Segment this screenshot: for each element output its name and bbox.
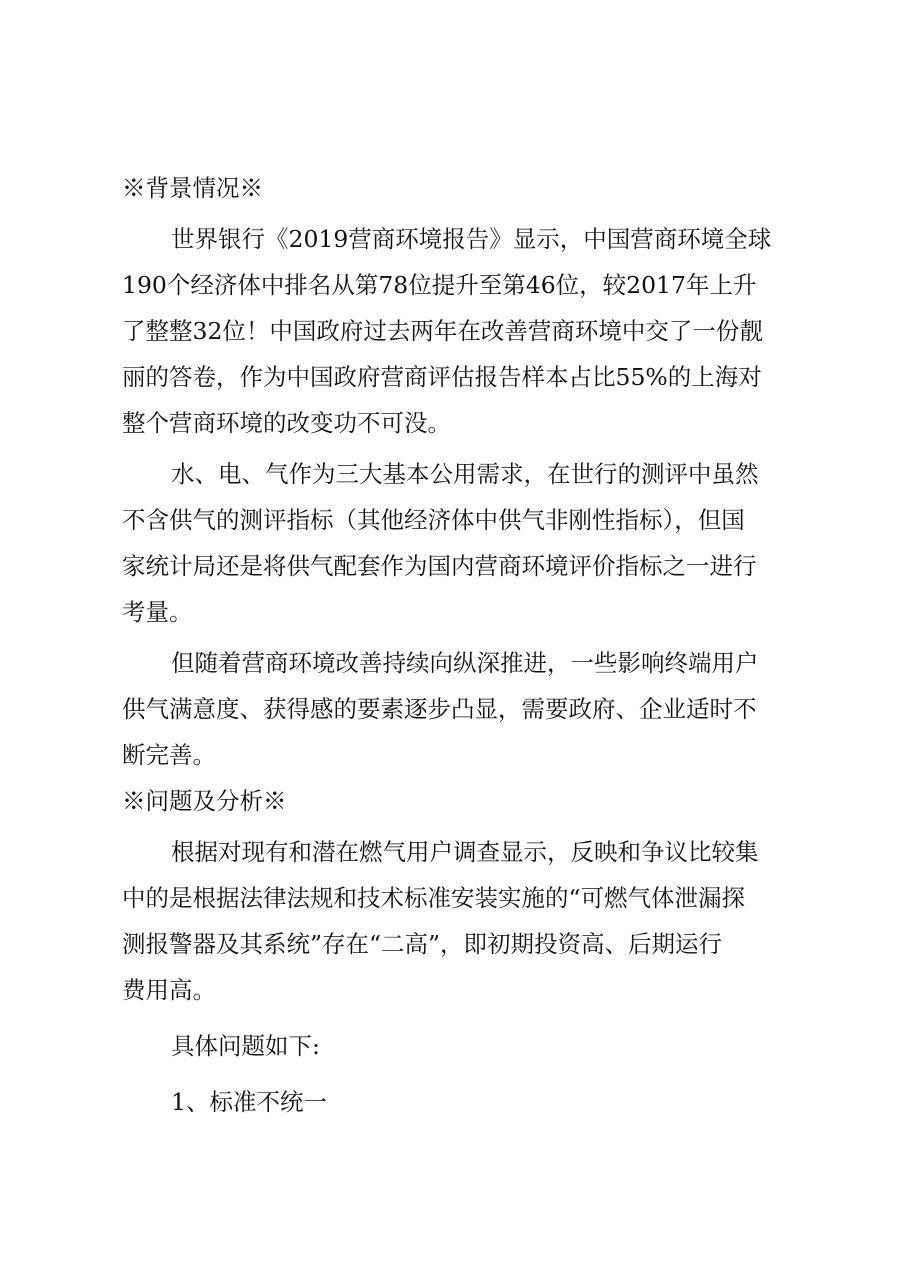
paragraph-survey (122, 829, 790, 1013)
paragraph-line: 整个营商环境的改变功不可没。 (122, 409, 451, 437)
paragraph-line: 不含供气的测评指标（其他经济体中供气非刚性指标），但国 (122, 506, 745, 534)
paragraph-line: 根据对现有和潜在燃气用户调查显示，反映和争议比较集 (171, 838, 759, 866)
section-heading-background: ※背景情况※ (122, 174, 263, 202)
paragraph-line: 测报警器及其系统”存在“二高”，即初期投资高、后期运行 (122, 930, 723, 958)
list-item-standards: 1、标准不统一 (171, 1088, 327, 1116)
paragraph-line: 断完善。 (122, 741, 216, 769)
paragraph-line: 考量。 (122, 598, 193, 626)
paragraph-line: 了整整32位！中国政府过去两年在改善营商环境中交了一份靓 (122, 317, 763, 345)
paragraph-line: 丽的答卷，作为中国政府营商评估报告样本占比55%的上海对 (122, 363, 762, 391)
document-body (122, 165, 790, 1125)
paragraph-line: 费用高。 (122, 976, 216, 1004)
paragraph-line: 水、电、气作为三大基本公用需求，在世行的测评中虽然 (171, 460, 759, 488)
paragraph-satisfaction (122, 640, 790, 778)
paragraph-issues-intro: 具体问题如下: (171, 1032, 320, 1060)
paragraph-line: 供气满意度、获得感的要素逐步凸显，需要政府、企业适时不 (122, 695, 757, 723)
paragraph-utilities (122, 451, 790, 635)
paragraph-line: 家统计局还是将供气配套作为国内营商环境评价指标之一进行 (122, 552, 757, 580)
paragraph-line: 190个经济体中排名从第78位提升至第46位，较2017年上升 (122, 271, 757, 299)
paragraph-line: 但随着营商环境改善持续向纵深推进，一些影响终端用户 (171, 649, 759, 677)
section-heading-analysis: ※问题及分析※ (122, 787, 287, 815)
paragraph-ranking (122, 216, 790, 446)
paragraph-line: 中的是根据法律法规和技术标准安装实施的“可燃气体泄漏探 (122, 884, 746, 912)
paragraph-line: 世界银行《2019营商环境报告》显示，中国营商环境全球 (171, 225, 772, 253)
